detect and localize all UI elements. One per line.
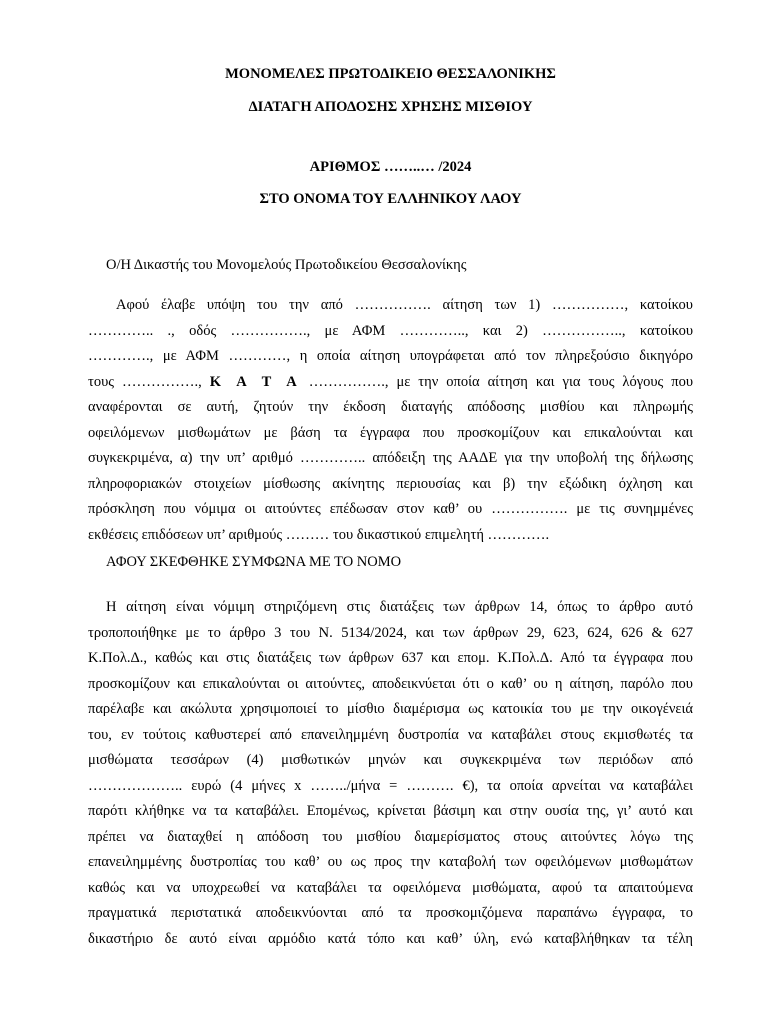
paragraph-line: επανειλημμένης δυστροπίας του καθ’ ου ως προς την καταβολή των οφειλόμενων μισθωμάτων <box>88 854 693 870</box>
paragraph-line: εκθέσεις επιδόσεων υπ’ αριθμούς ……… του δικαστικού επιμελητή …………. <box>88 526 550 543</box>
people-formula: ΣΤΟ ΟΝΟΜΑ ΤΟΥ ΕΛΛΗΝΙΚΟΥ ΛΑΟΥ <box>259 191 522 207</box>
paragraph-line: του, εν τούτοις καθυστερεί από επανειλημμένη δυστροπία να καταβάλει στους εκμισθωτές τα <box>88 726 693 743</box>
paragraph-line: μισθώματα τεσσάρων (4) μισθωτικών μηνών και συγκεκριμένα των περιόδων από <box>88 752 693 768</box>
paragraph-line: ………….. ., οδός ……………., με ΑΦΜ ………….., και 2) …………….., κατοίκου <box>88 322 693 339</box>
reasoning-heading: ΑΦΟΥ ΣΚΕΦΘΗΚΕ ΣΥΜΦΩΝΑ ΜΕ ΤΟ ΝΟΜΟ <box>106 554 402 570</box>
paragraph-application <box>88 293 693 548</box>
paragraph-line: …………., με ΑΦΜ …………, η οποία αίτηση υπογράφεται από τον πληρεξούσιο δικηγόρο <box>88 348 693 364</box>
paragraph-line: δικαστήριο δε αυτό είναι αρμόδιο κατά τόπο και καθ’ ύλη, ενώ καταβλήθηκαν τα τέλη <box>88 930 693 947</box>
paragraph-line: τροποποιήθηκε με το άρθρο 3 του Ν. 5134/2024, και των άρθρων 29, 623, 624, 626 & 627 <box>88 624 693 641</box>
paragraph-line: πραγματικά περιστατικά αποδεικνύονται από τα προσκομιζόμενα παραπάνω έγγραφα, το <box>88 905 693 921</box>
respondent-text: ……………., με την οποία αίτηση και για τους λόγους που <box>308 373 693 390</box>
paragraph-line: οφειλόμενων μισθωμάτων με βάση τα έγγραφα που προσκομίζουν και επικαλούνται και <box>88 424 693 441</box>
paragraph-line: πληροφοριακών στοιχείων μίσθωσης ακίνητης περιουσίας και β) την εξώδικη όχληση και <box>88 475 693 492</box>
paragraph-line: καθώς και να υποχρεωθεί να καταβάλει τα οφειλόμενα μισθώματα, αφού τα απαιτούμενα <box>88 879 693 896</box>
paragraph-line: Αφού έλαβε υπόψη του την από ……………. αίτηση των 1) ……………, κατοίκου <box>116 297 693 313</box>
paragraph-line: συγκεκριμένα, α) την υπ’ αριθμό ………….. απόδειξη της ΑΑΔΕ για την υποβολή της δήλωσης <box>88 450 693 466</box>
paragraph-line <box>88 370 693 396</box>
paragraph-line: Κ.Πολ.Δ., καθώς και στις διατάξεις των άρθρων 637 και επομ. Κ.Πολ.Δ. Από τα έγγραφα που <box>88 650 693 666</box>
order-title: ΔΙΑΤΑΓΗ ΑΠΟΔΟΣΗΣ ΧΡΗΣΗΣ ΜΙΣΘΙΟΥ <box>248 99 533 115</box>
paragraph-line: ……………….. ευρώ (4 μήνες x ……../μήνα = ………. €), τα οποία αρνείται να καταβάλει <box>88 777 693 794</box>
judge-intro: Ο/Η Δικαστής του Μονομελούς Πρωτοδικείου Θεσσαλονίκης <box>106 257 467 273</box>
paragraph-line: προσκομίζουν και επικαλούνται οι αιτούντες, αποδεικνύεται ότι ο καθ’ ου η αίτηση, παρόλο που <box>88 675 693 692</box>
lawyer-placeholder: τους ……………., <box>88 373 202 390</box>
paragraph-line: παρότι κλήθηκε να τα καταβάλει. Επομένως, κρίνεται βάσιμη και στην ουσία της, γι’ αυτό και <box>88 803 693 819</box>
paragraph-line: αναφέρονται σε αυτή, ζητούν την έκδοση διαταγής απόδοσης μισθίου και πληρωμής <box>88 399 693 415</box>
paragraph-line: πρέπει να διαταχθεί η απόδοση του μισθίου διαμερίσματος στους αιτούντες λόγω της <box>88 828 693 845</box>
paragraph-line: παρέλαβε και ακώλυτα χρησιμοποιεί το μίσθιο διαμέρισμα ως κατοικία του με την οικογένειά <box>88 701 693 717</box>
paragraph-line: πρόσκληση που νόμιμα οι αιτούντες επέδωσαν στον καθ’ ου ……………. με τις συνημμένες <box>88 501 693 517</box>
paragraph-line: Η αίτηση είναι νόμιμη στηριζόμενη στις διατάξεις των άρθρων 14, όπως το άρθρο αυτό <box>106 599 693 615</box>
court-title: ΜΟΝΟΜΕΛΕΣ ΠΡΩΤΟΔΙΚΕΙΟ ΘΕΣΣΑΛΟΝΙΚΗΣ <box>225 66 556 82</box>
order-number: ΑΡΙΘΜΟΣ ……..… /2024 <box>309 159 472 175</box>
kata-keyword: Κ Α Τ Α <box>209 373 301 390</box>
paragraph-reasoning <box>88 595 693 952</box>
